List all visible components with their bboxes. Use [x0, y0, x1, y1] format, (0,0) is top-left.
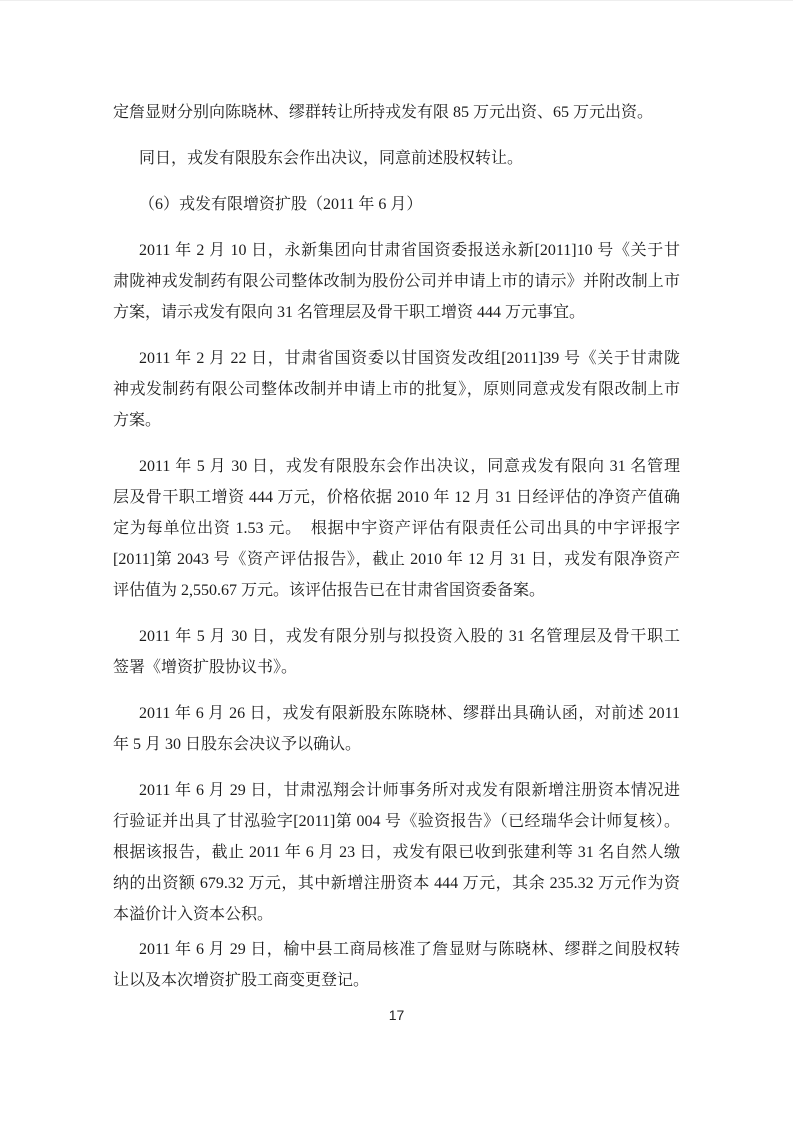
page-number: 17 [388, 1007, 405, 1023]
text-line: （6）戎发有限增资扩股（2011 年 6 月） [139, 196, 423, 213]
text-line: 让以及本次增资扩股工商变更登记。 [113, 972, 370, 989]
paragraph [113, 143, 680, 174]
document-body [113, 97, 680, 1000]
paragraph [113, 451, 680, 606]
text-line: 层及骨干职工增资 444 万元，价格依据 2010 年 12 月 31 日经评估的净资产值确 [113, 489, 680, 506]
paragraph [113, 97, 680, 128]
text-line: 方案。 [113, 412, 162, 429]
text-line: 定为每单位出资 1.53 元。 根据中宇资产评估有限责任公司出具的中宇评报字 [113, 520, 680, 537]
text-line: 2011 年 6 月 29 日，甘肃泓翔会计师事务所对戎发有限新增注册资本情况进 [139, 782, 680, 799]
text-line: 肃陇神戎发制药有限公司整体改制为股份公司并申请上市的请示》并附改制上市 [113, 273, 680, 290]
text-line: 同日，戎发有限股东会作出决议，同意前述股权转让。 [139, 150, 524, 167]
paragraph [113, 934, 680, 996]
text-line: 根据该报告，截止 2011 年 6 月 23 日，戎发有限已收到张建利等 31 名自然人缴 [113, 844, 680, 861]
text-line: 年 5 月 30 日股东会决议予以确认。 [113, 736, 362, 753]
text-line: 2011 年 5 月 30 日，戎发有限股东会作出决议，同意戎发有限向 31 名管理 [139, 458, 680, 475]
text-line: 行验证并出具了甘泓验字[2011]第 004 号《验资报告》（已经瑞华会计师复核）。 [113, 813, 680, 830]
paragraph [113, 343, 680, 436]
text-line: 评估值为 2,550.67 万元。该评估报告已在甘肃省国资委备案。 [113, 582, 546, 599]
text-line: 本溢价计入资本公积。 [113, 906, 274, 923]
text-line: 方案，请示戎发有限向 31 名管理层及骨干职工增资 444 万元事宜。 [113, 304, 586, 321]
text-line: 2011 年 2 月 10 日，永新集团向甘肃省国资委报送永新[2011]10 号《关于甘 [139, 242, 680, 259]
paragraph [113, 698, 680, 760]
text-line: 纳的出资额 679.32 万元，其中新增注册资本 444 万元，其余 235.32 万元作为资 [113, 875, 680, 892]
paragraph [113, 235, 680, 328]
paragraph [113, 775, 680, 930]
text-line: 定詹显财分别向陈晓林、缪群转让所持戎发有限 85 万元出资、65 万元出资。 [113, 104, 654, 121]
text-line: [2011]第 2043 号《资产评估报告》，截止 2010 年 12 月 31 日，戎发有限净资产 [113, 551, 680, 568]
text-line: 2011 年 6 月 26 日，戎发有限新股东陈晓林、缪群出具确认函，对前述 2011 [139, 705, 680, 722]
text-line: 神戎发制药有限公司整体改制并申请上市的批复》，原则同意戎发有限改制上市 [113, 381, 680, 398]
text-line: 2011 年 2 月 22 日，甘肃省国资委以甘国资发改组[2011]39 号《关于甘肃陇 [139, 350, 680, 367]
text-line: 2011 年 6 月 29 日，榆中县工商局核准了詹显财与陈晓林、缪群之间股权转 [139, 941, 680, 958]
text-line: 2011 年 5 月 30 日，戎发有限分别与拟投资入股的 31 名管理层及骨干职工 [139, 628, 680, 645]
paragraph [113, 621, 680, 683]
text-line: 签署《增资扩股协议书》。 [113, 659, 298, 676]
paragraph [113, 189, 680, 220]
